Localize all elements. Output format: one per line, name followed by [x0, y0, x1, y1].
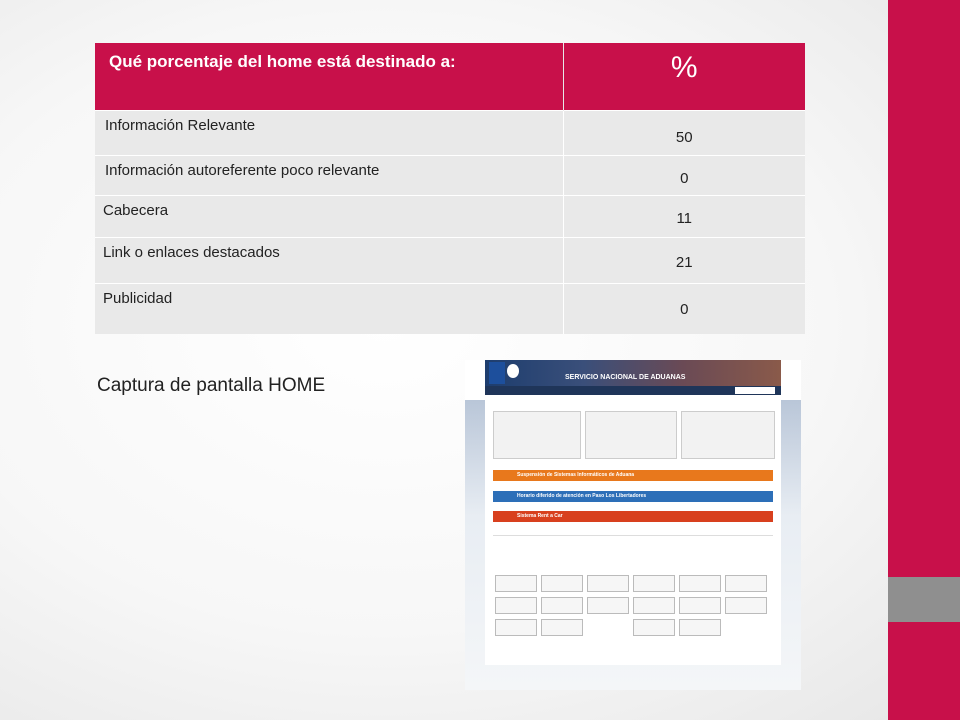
- service-tile: [587, 597, 629, 614]
- service-tile: [679, 597, 721, 614]
- screenshot-caption: Captura de pantalla HOME: [97, 375, 326, 396]
- row-label: Publicidad: [95, 284, 563, 334]
- quick-links: [493, 535, 773, 576]
- site-banner: [485, 360, 781, 386]
- row-label: Información Relevante: [95, 111, 563, 156]
- aduana-emblem-icon: [507, 364, 519, 378]
- service-tile: [725, 597, 767, 614]
- header-unit: %: [563, 43, 805, 111]
- notice-stripe: Sistema Rent a Car: [493, 511, 773, 522]
- notice-stripe: Suspensión de Sistemas Informáticos de Aduana: [493, 470, 773, 481]
- table-row: [95, 238, 805, 284]
- home-screenshot: [465, 360, 801, 690]
- table-row: [95, 196, 805, 238]
- service-tile: [495, 597, 537, 614]
- row-value: 0: [563, 156, 805, 196]
- table-row: [95, 111, 805, 156]
- percentage-table: [95, 43, 805, 334]
- site-nav-bar: [485, 386, 781, 395]
- service-tile: [633, 619, 675, 636]
- table-header-row: [95, 43, 805, 111]
- service-tile: [495, 575, 537, 592]
- site-search-box: [735, 387, 775, 394]
- service-tile: [633, 575, 675, 592]
- row-label: Link o enlaces destacados: [95, 238, 563, 284]
- site-page: [485, 395, 781, 665]
- service-tile: [541, 597, 583, 614]
- notice-stripe: Horario diferido de atención en Paso Los Libertadores: [493, 491, 773, 502]
- header-question: Qué porcentaje del home está destinado a:: [95, 43, 563, 111]
- row-label: Información autoreferente poco relevante: [95, 156, 563, 196]
- service-tile: [679, 619, 721, 636]
- service-tile: [725, 575, 767, 592]
- gov-logo-icon: [489, 362, 505, 384]
- row-value: 0: [563, 284, 805, 334]
- row-label: Cabecera: [95, 196, 563, 238]
- service-tile: [587, 575, 629, 592]
- row-value: 21: [563, 238, 805, 284]
- table-row: [95, 156, 805, 196]
- service-tile: [541, 575, 583, 592]
- service-tile: [633, 597, 675, 614]
- service-tile: [495, 619, 537, 636]
- row-value: 11: [563, 196, 805, 238]
- row-value: 50: [563, 111, 805, 156]
- right-gray-block: [888, 577, 960, 622]
- content-box: [585, 411, 677, 459]
- service-tile: [541, 619, 583, 636]
- site-title: SERVICIO NACIONAL DE ADUANAS: [565, 374, 686, 381]
- content-box: [681, 411, 775, 459]
- table-row: [95, 284, 805, 334]
- content-box: [493, 411, 581, 459]
- service-tile: [679, 575, 721, 592]
